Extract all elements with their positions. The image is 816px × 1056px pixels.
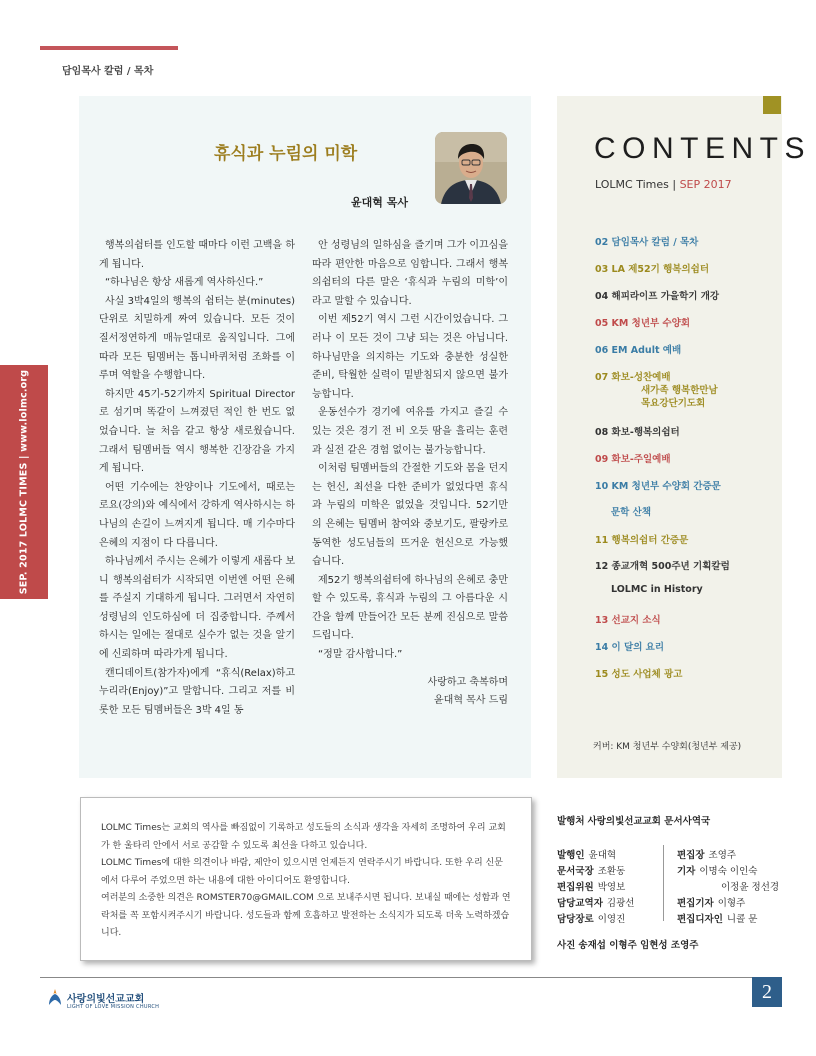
staff-role: 담당교역자 (557, 898, 603, 909)
cover-note: 커버: KM 청년부 수양회(청년부 제공) (593, 742, 742, 752)
toc-item: 06 EM Adult 예배 (595, 345, 682, 356)
article-paragraph: 어떤 기수에는 찬양이나 기도에서, 때로는 로요(강의)와 예식에서 강하게 역사하시는 하나님의 손길이 느껴지게 됩니다. 매 기수마다 은혜의 지점이 다 다릅니다. (99, 481, 295, 549)
staff-row (557, 911, 625, 925)
staff-row (721, 879, 779, 893)
notice-paragraph: LOLMC Times에 대한 의견이나 바람, 제안이 있으시면 언제든지 연락주시기 바랍니다. 또한 우리 신문에서 다루어 주었으면 하는 내용에 대한 아이디어도 환영합니다. (101, 858, 503, 886)
article-title: 휴식과 누림의 미학 (214, 144, 358, 164)
article-paragraph: 사실 3박4일의 행복의 쉼터는 분(minutes) 단위로 치밀하게 짜여 있습니다. 모든 것이 질서정연하게 매뉴얼대로 움직입니다. 그에 따라 모든 팀멤버는 톱니바퀴처럼 조화를 이루며 역할을 수행합니다. (99, 295, 295, 382)
staff-name: 이영진 (597, 914, 626, 925)
toc-item: 05 KM 청년부 수양회 (595, 318, 691, 329)
staff-name: 조영주 (708, 850, 737, 861)
staff-name: 이명숙 이인숙 (699, 866, 758, 877)
staff-role: 편집디자인 (677, 914, 723, 925)
staff-name: 김광선 (606, 898, 635, 909)
staff-role: 편집기자 (677, 898, 714, 909)
contents-accent-square (763, 96, 781, 114)
toc-item: 03 LA 제52기 행복의쉼터 (595, 264, 710, 275)
article-signature: 윤대혁 목사 드림 (434, 695, 508, 707)
staff-role: 담당장로 (557, 914, 594, 925)
toc-item: 02 담임목사 칼럼 / 목차 (595, 237, 699, 248)
toc-item: 10 KM 청년부 수양회 간증문 (595, 481, 721, 492)
staff-role: 기자 (677, 866, 696, 877)
issue-date: SEP 2017 (679, 178, 732, 191)
toc-item: 04 해피라이프 가을학기 개강 (595, 291, 720, 302)
article-closing: 사랑하고 축복하며 (427, 676, 508, 688)
author-photo (435, 132, 507, 204)
toc-item: 14 이 달의 요리 (595, 642, 665, 653)
article-paragraph: 운동선수가 경기에 여유를 가지고 즐길 수 있는 것은 경기 전 비 오듯 땀을 흘리는 훈련과 실전 같은 경험 없이는 불가능합니다. (312, 407, 508, 456)
paragraph-spacer (312, 665, 508, 674)
staff-name: 윤대혁 (588, 850, 617, 861)
staff-row (557, 895, 634, 909)
notice-box (80, 797, 532, 961)
staff-row (677, 911, 757, 925)
staff-row (677, 895, 745, 909)
notice-text (101, 820, 511, 943)
pastor-portrait-icon (435, 132, 507, 204)
staff-role: 편집장 (677, 850, 705, 861)
page-number: 2 (752, 977, 782, 1007)
side-tab (0, 365, 48, 599)
staff-divider (663, 845, 664, 921)
staff-name: 이정윤 정선경 (721, 882, 780, 893)
toc-item: 문학 산책 (611, 507, 652, 518)
section-label: 담임목사 칼럼 / 목차 (62, 66, 154, 77)
church-logo-icon (47, 988, 63, 1006)
contents-panel (557, 96, 811, 778)
church-name: 사랑의빛선교교회 (67, 994, 145, 1005)
toc-item: 07 화보-성찬예배 (595, 372, 671, 383)
photo-label: 사진 (557, 940, 576, 951)
article-paragraph: “하나님은 항상 새롭게 역사하신다.” (105, 277, 264, 289)
toc-item: 11 행복의쉼터 간증문 (595, 535, 689, 546)
toc-item: LOLMC in History (611, 584, 703, 595)
article-column-left (99, 237, 295, 720)
article-paragraph: 이처럼 팀멤버들의 간절한 기도와 몸을 던지는 헌신, 최선을 다한 준비가 없었다면 휴식과 누림의 미학은 없었을 것입니다. 52기만의 은혜는 팀멤버 참여와 중보기도, 팔랑카로 동역한 성도님들의 뜨거운 헌신으로 가능했습니다. (312, 463, 508, 568)
notice-paragraph: LOLMC Times는 교회의 역사를 빠짐없이 기록하고 성도들의 소식과 생각을 자세히 조명하여 우리 교회가 한 울타리 안에서 서로 공감할 수 있도록 최선을 다하고 있습니다. (101, 823, 506, 851)
staff-name: 조환동 (597, 866, 626, 877)
article-paragraph: 제52기 행복의쉼터에 하나님의 은혜로 충만할 수 있도록, 휴식과 누림의 그 아름다운 시간을 함께 만들어간 모든 분께 진심으로 말씀드립니다. (312, 574, 508, 642)
staff-name: 니콜 문 (726, 914, 758, 925)
issue-separator: | (672, 178, 677, 191)
toc-item: 15 성도 사업체 광고 (595, 669, 683, 680)
toc-item: 13 선교지 소식 (595, 615, 661, 626)
publisher-line (557, 813, 710, 827)
toc-item: 09 화보-주일예배 (595, 454, 671, 465)
staff-role: 문서국장 (557, 866, 594, 877)
staff-row (677, 847, 736, 861)
contents-heading: CONTENTS (594, 132, 811, 165)
contents-issue (595, 178, 732, 191)
side-tab-text: SEP. 2017 LOLMC TIMES | www.lolmc.org (18, 369, 30, 595)
church-english-name: LIGHT OF LOVE MISSION CHURCH (67, 1004, 160, 1010)
publication-name: LOLMC Times (595, 178, 669, 191)
toc-item: 08 화보-행복의쉼터 (595, 427, 680, 438)
notice-paragraph: 여러분의 소중한 의견은 ROMSTER70@GMAIL.COM 으로 보내주시면 됩니다. 보내실 때에는 성함과 연락처를 꼭 포함시켜주시기 바랍니다. 성도들과 함께 호흡하고 발전하는 소식지가 되도록 더욱 노력하겠습니다. (101, 893, 511, 938)
publisher-value: 사랑의빛선교교회 문서사역국 (587, 816, 711, 827)
top-accent-rule (40, 46, 178, 50)
staff-role: 편집위원 (557, 882, 594, 893)
staff-name: 박영보 (597, 882, 626, 893)
article-paragraph: 행복의쉼터를 인도할 때마다 이런 고백을 하게 됩니다. (99, 240, 295, 270)
staff-row (557, 847, 616, 861)
toc-item: 12 종교개혁 500주년 기획칼럼 (595, 561, 730, 572)
staff-row (557, 863, 625, 877)
article-author: 윤대혁 목사 (351, 196, 408, 209)
photo-credits: 송재섭 이형주 임현성 조영주 (578, 940, 699, 951)
staff-row (677, 863, 757, 877)
toc-item: 새가족 행복한만남 (641, 385, 718, 396)
article-panel (79, 96, 531, 778)
article-paragraph: 캔디데이트(참가자)에게 “휴식(Relax)하고 누리라(Enjoy)”고 말합니다. 그리고 저를 비롯한 모든 팀멤버들은 3박 4일 동 (99, 667, 295, 716)
publisher-label: 발행처 (557, 816, 585, 827)
staff-name: 이형주 (717, 898, 746, 909)
article-paragraph: 하지만 45기-52기까지 Spiritual Director로 섬기며 똑같이 느껴졌던 적인 한 번도 없었습니다. 늘 처음 같고 항상 새로웠습니다. 그래서 팀멤버들 역시 행복한 긴장감을 가지게 됩니다. (99, 388, 295, 475)
article-paragraph: 안 성령님의 일하심을 즐기며 그가 이끄심을 따라 편안한 마음으로 임합니다. 그래서 행복의쉼터의 다른 말은 ‘휴식과 누림의 미학’이라고 말할 수 있습니다. (312, 240, 508, 307)
staff-row (557, 879, 625, 893)
article-paragraph: 하나님께서 주시는 은혜가 이렇게 새롭다 보니 행복의쉼터가 시작되면 이번엔 어떤 은혜를 주실지 기대하게 됩니다. 그러면서 자연히 성령님의 인도하심에 더 집중합니다. 주께서 하시는 일에는 절대로 실수가 없는 것을 알기에 신뢰하며 따라가게 됩니다. (99, 556, 295, 661)
photo-credit-line (557, 937, 698, 951)
article-column-right (312, 237, 508, 711)
footer-rule (40, 977, 782, 978)
article-paragraph: “정말 감사합니다.” (318, 649, 403, 661)
toc-item: 목요강단기도회 (641, 398, 706, 409)
article-paragraph: 이번 제52기 역시 그런 시간이었습니다. 그러나 이 모든 것이 그냥 되는 것은 아닙니다. 하나님만을 의지하는 기도와 충분한 성실한 준비, 탁월한 실력이 밑받침되지 않으면 불가능합니다. (312, 314, 508, 400)
staff-role: 발행인 (557, 850, 585, 861)
